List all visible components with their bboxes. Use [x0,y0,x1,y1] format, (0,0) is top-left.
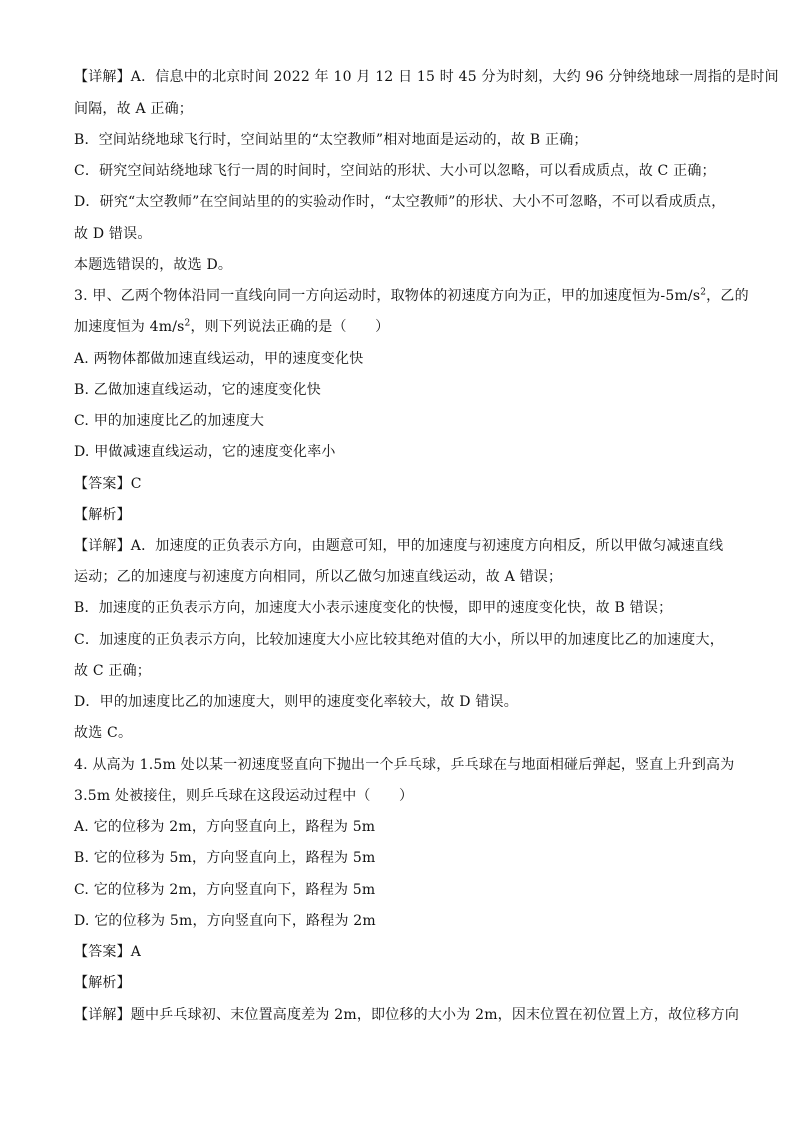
option-b: B. 乙做加速直线运动，它的速度变化快 [74,382,321,398]
option-a: A. 两物体都做加速直线运动，甲的速度变化快 [74,351,364,367]
option-a: A. 它的位移为 2m，方向竖直向上，路程为 5m [74,819,376,835]
text-line: C．加速度的正负表示方向，比较加速度大小应比较其绝对值的大小，所以甲的加速度比乙的加速度大， [74,632,724,648]
option-b: B. 它的位移为 5m，方向竖直向上，路程为 5m [74,850,376,866]
text-line: 本题选错误的，故选 D。 [74,257,233,273]
answer-label: 【答案】A [74,944,142,960]
text-line: D．研究“太空教师”在空间站里的的实验动作时，“太空教师”的形状、大小不可忽略，不可以看成质点， [74,194,726,210]
text-line: 【详解】A．加速度的正负表示方向，由题意可知，甲的加速度与初速度方向相反，所以甲做匀减速直线 [74,538,724,554]
question-3-stem-line-1 [74,286,749,306]
question-3-text: 3. 甲、乙两个物体沿同一直线向同一方向运动时，取物体的初速度方向为正，甲的加速度恒为-5m/s [74,288,701,304]
text-line: C．研究空间站绕地球飞行一周的时间时，空间站的形状、大小可以忽略，可以看成质点，故 C 正确； [74,163,716,179]
option-c: C. 它的位移为 2m，方向竖直向下，路程为 5m [74,882,376,898]
text-line: D．甲的加速度比乙的加速度大，则甲的速度变化率较大，故 D 错误。 [74,694,518,710]
text-line: B．加速度的正负表示方向，加速度大小表示速度变化的快慢，即甲的速度变化快，故 B 错误； [74,600,673,616]
question-3-text: 加速度恒为 4m/s [74,319,185,335]
superscript: 2 [184,318,191,329]
text-line: 故选 C。 [74,725,133,741]
option-c: C. 甲的加速度比乙的加速度大 [74,413,265,429]
text-line: 运动；乙的加速度与初速度方向相同，所以乙做匀加速直线运动，故 A 错误； [74,569,563,585]
question-4-stem: 3.5m 处被接住，则乒乓球在这段运动过程中（ ） [74,788,414,804]
question-4-stem: 4. 从高为 1.5m 处以某一初速度竖直向下抛出一个乒乓球，乒乓球在与地面相碰后弹起，竖直上升到高为 [74,757,735,773]
text-line: 间隔，故 A 正确； [74,101,194,117]
question-3-stem-line-2 [74,317,724,337]
question-3-tail: ，乙的 [706,288,749,304]
text-line: 故 C 正确； [74,663,152,679]
superscript: 2 [700,287,707,298]
text-line: 【详解】题中乒乓球初、末位置高度差为 2m，即位移的大小为 2m，因末位置在初位置上方，故位移方向 [74,1007,740,1023]
analysis-label: 【解析】 [74,507,131,523]
option-d: D. 甲做减速直线运动，它的速度变化率小 [74,444,336,460]
option-d: D. 它的位移为 5m，方向竖直向下，路程为 2m [74,913,376,929]
text-line: 故 D 错误。 [74,226,152,242]
answer-label: 【答案】C [74,476,142,492]
text-line: 【详解】A．信息中的北京时间 2022 年 10 月 12 日 15 时 45 分为时刻，大约 96 分钟绕地球一周指的是时间 [74,69,779,85]
question-3-tail: ，则下列说法正确的是（ ） [190,319,390,335]
analysis-label: 【解析】 [74,975,131,991]
text-line: B．空间站绕地球飞行时，空间站里的“太空教师”相对地面是运动的，故 B 正确； [74,132,588,148]
